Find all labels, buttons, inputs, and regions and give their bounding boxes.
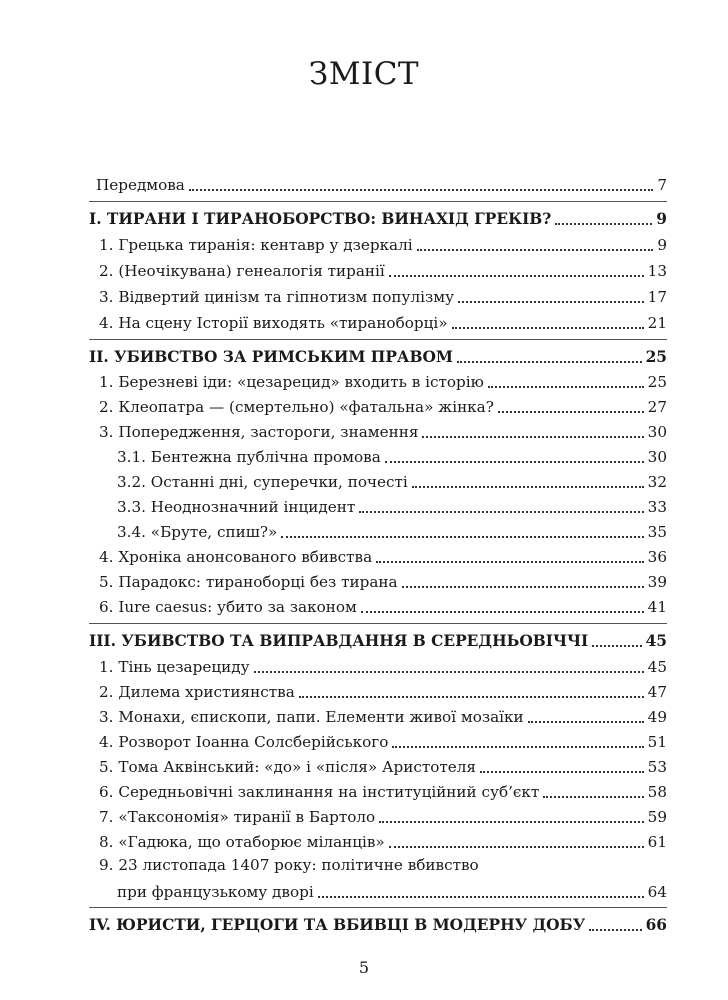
- toc-entry-title: 6. Iure caesus: убито за законом: [99, 598, 357, 616]
- toc-entry-page: 32: [647, 473, 667, 491]
- toc-entry: [99, 826, 667, 852]
- toc-entry: [99, 751, 667, 777]
- toc-entry-title: 3.3. Неоднозначний інцидент: [117, 498, 356, 516]
- toc-subentry: [117, 441, 667, 467]
- toc-entry-title: 4. На сцену Історії виходять «тираноборці»: [99, 314, 448, 332]
- toc-entry-title: 1. Тінь цезарециду: [99, 658, 250, 676]
- toc-entry-page: 30: [647, 448, 667, 466]
- toc-section-title: II. УБИВСТВО ЗА РИМСЬКИМ ПРАВОМ: [89, 348, 453, 366]
- toc-entry-page: 45: [647, 658, 667, 676]
- toc-entry-page: 30: [647, 423, 667, 441]
- dot-leader: [498, 410, 644, 413]
- toc-section-title: III. УБИВСТВО ТА ВИПРАВДАННЯ В СЕРЕДНЬОВІЧЧІ: [89, 632, 589, 650]
- toc-entry-title: 2. (Неочікувана) генеалогія тиранії: [99, 262, 385, 280]
- toc-entry-title: 5. Парадокс: тираноборці без тирана: [99, 573, 398, 591]
- toc-entry-page: 27: [647, 398, 667, 416]
- dot-leader: [189, 188, 653, 191]
- toc-entry-title: 8. «Гадюка, що отаборює міланців»: [99, 833, 385, 851]
- dot-leader: [379, 820, 643, 823]
- toc-entry-page: 47: [647, 683, 667, 701]
- toc-entry-page: 39: [647, 573, 667, 591]
- dot-leader: [385, 460, 644, 463]
- toc-section-page: 9: [656, 210, 667, 228]
- toc-subentry: [117, 466, 667, 492]
- dot-leader: [592, 644, 641, 647]
- dot-leader: [488, 385, 644, 388]
- dot-leader: [457, 360, 642, 363]
- toc-entry-page: 36: [647, 548, 667, 566]
- toc-entry-title: 4. Хроніка анонсованого вбивства: [99, 548, 373, 566]
- dot-leader: [376, 560, 644, 563]
- toc-section-4: [89, 909, 667, 935]
- dot-leader: [458, 300, 644, 303]
- toc-entry-title: 3. Попередження, застороги, знамення: [99, 423, 419, 441]
- toc-entry-page: 49: [647, 708, 667, 726]
- toc-section-title: I. ТИРАНИ І ТИРАНОБОРСТВО: ВИНАХІД ГРЕКІВ?: [89, 210, 552, 228]
- toc-entry-page: 51: [647, 733, 667, 751]
- toc-subentry: [117, 491, 667, 517]
- toc-entry: [99, 651, 667, 677]
- toc-entry-title: при французькому дворі: [117, 883, 314, 901]
- toc-entry-title: 1. Грецька тиранія: кентавр у дзеркалі: [99, 236, 413, 254]
- toc-entry-page: 41: [647, 598, 667, 616]
- toc-entry-page: 64: [647, 883, 667, 901]
- dot-leader: [392, 745, 643, 748]
- toc-entry: [99, 676, 667, 702]
- toc-entry-title: 3. Монахи, єпископи, папи. Елементи живої мозаїки: [99, 708, 524, 726]
- toc-entry-title: 5. Тома Аквінський: «до» і «після» Аристотеля: [99, 758, 477, 776]
- section-divider: [89, 907, 667, 908]
- toc-entry-page: 7: [657, 176, 667, 194]
- dot-leader: [589, 928, 641, 931]
- toc-entry-preface: [96, 169, 667, 195]
- toc-entry: [99, 366, 667, 392]
- toc-entry: [117, 876, 667, 902]
- dot-leader: [389, 274, 644, 277]
- dot-leader: [318, 895, 644, 898]
- toc-entry-page: 9: [657, 236, 667, 254]
- toc-entry-title: 3.1. Бентежна публічна промова: [117, 448, 381, 466]
- toc-entry: [99, 229, 667, 255]
- toc-entry-title: 3.2. Останні дні, суперечки, почесті: [117, 473, 408, 491]
- toc-entry-page: 59: [647, 808, 667, 826]
- toc-entry: [99, 701, 667, 727]
- toc-entry-title: Передмова: [96, 176, 185, 194]
- toc-entry-title: 3.4. «Бруте, спиш?»: [117, 523, 278, 541]
- dot-leader: [480, 770, 644, 773]
- toc-entry: [99, 566, 667, 592]
- toc-subentry: [117, 516, 667, 542]
- section-divider: [89, 623, 667, 624]
- section-divider: [89, 201, 667, 202]
- dot-leader: [555, 222, 652, 225]
- toc-entry-page: 58: [647, 783, 667, 801]
- dot-leader: [543, 795, 643, 798]
- toc-entry-title: 6. Середньовічні заклинання на інституційний суб’єкт: [99, 783, 540, 801]
- toc-entry-page: 53: [647, 758, 667, 776]
- dot-leader: [254, 670, 644, 673]
- toc-entry-page: 35: [647, 523, 667, 541]
- toc-section-1: [89, 203, 667, 229]
- toc-entry: [99, 726, 667, 752]
- toc-entry-page: 13: [647, 262, 667, 280]
- toc-entry-page: 25: [647, 373, 667, 391]
- toc-entry: [99, 776, 667, 802]
- dot-leader: [389, 845, 644, 848]
- dot-leader: [412, 485, 644, 488]
- toc-entry-title: 1. Березневі іди: «цезарецид» входить в історію: [99, 373, 484, 391]
- toc-entry-title: 2. Дилема християнства: [99, 683, 295, 701]
- toc-entry-page: 61: [647, 833, 667, 851]
- section-divider: [89, 339, 667, 340]
- toc-entry: [99, 391, 667, 417]
- toc-entry-page: 21: [647, 314, 667, 332]
- toc-section-title: IV. ЮРИСТИ, ГЕРЦОГИ ТА ВБИВЦІ В МОДЕРНУ ДОБУ: [89, 916, 586, 934]
- dot-leader: [417, 248, 654, 251]
- toc-section-2: [89, 341, 667, 367]
- dot-leader: [452, 326, 644, 329]
- toc-entry: [99, 255, 667, 281]
- dot-leader: [359, 510, 643, 513]
- toc-entry-title: 3. Відвертий цинізм та гіпнотизм популізму: [99, 288, 455, 306]
- toc-entry-title: 4. Розворот Іоанна Солсберійського: [99, 733, 389, 751]
- dot-leader: [361, 610, 644, 613]
- toc-entry-title: 7. «Таксономія» тиранії в Бартоло: [99, 808, 376, 826]
- toc-entry: [99, 591, 667, 617]
- toc-section-page: 66: [645, 916, 667, 934]
- toc-entry-page: 33: [647, 498, 667, 516]
- toc-entry: [99, 801, 667, 827]
- page-title: ЗМІСТ: [308, 56, 420, 92]
- dot-leader: [281, 535, 643, 538]
- toc-section-page: 45: [645, 632, 667, 650]
- dot-leader: [299, 695, 644, 698]
- toc-entry-title-line1: 9. 23 листопада 1407 року: політичне вбивство: [99, 856, 479, 874]
- toc-entry: [99, 416, 667, 442]
- toc-section-page: 25: [645, 348, 667, 366]
- toc-entry: [99, 307, 667, 333]
- dot-leader: [402, 585, 644, 588]
- dot-leader: [528, 720, 644, 723]
- toc-entry-title: 2. Клеопатра — (смертельно) «фатальна» жінка?: [99, 398, 494, 416]
- page-number: 5: [358, 958, 370, 977]
- toc-entry: [99, 281, 667, 307]
- toc-entry: [99, 541, 667, 567]
- dot-leader: [422, 435, 643, 438]
- toc-section-3: [89, 625, 667, 651]
- toc-entry-page: 17: [647, 288, 667, 306]
